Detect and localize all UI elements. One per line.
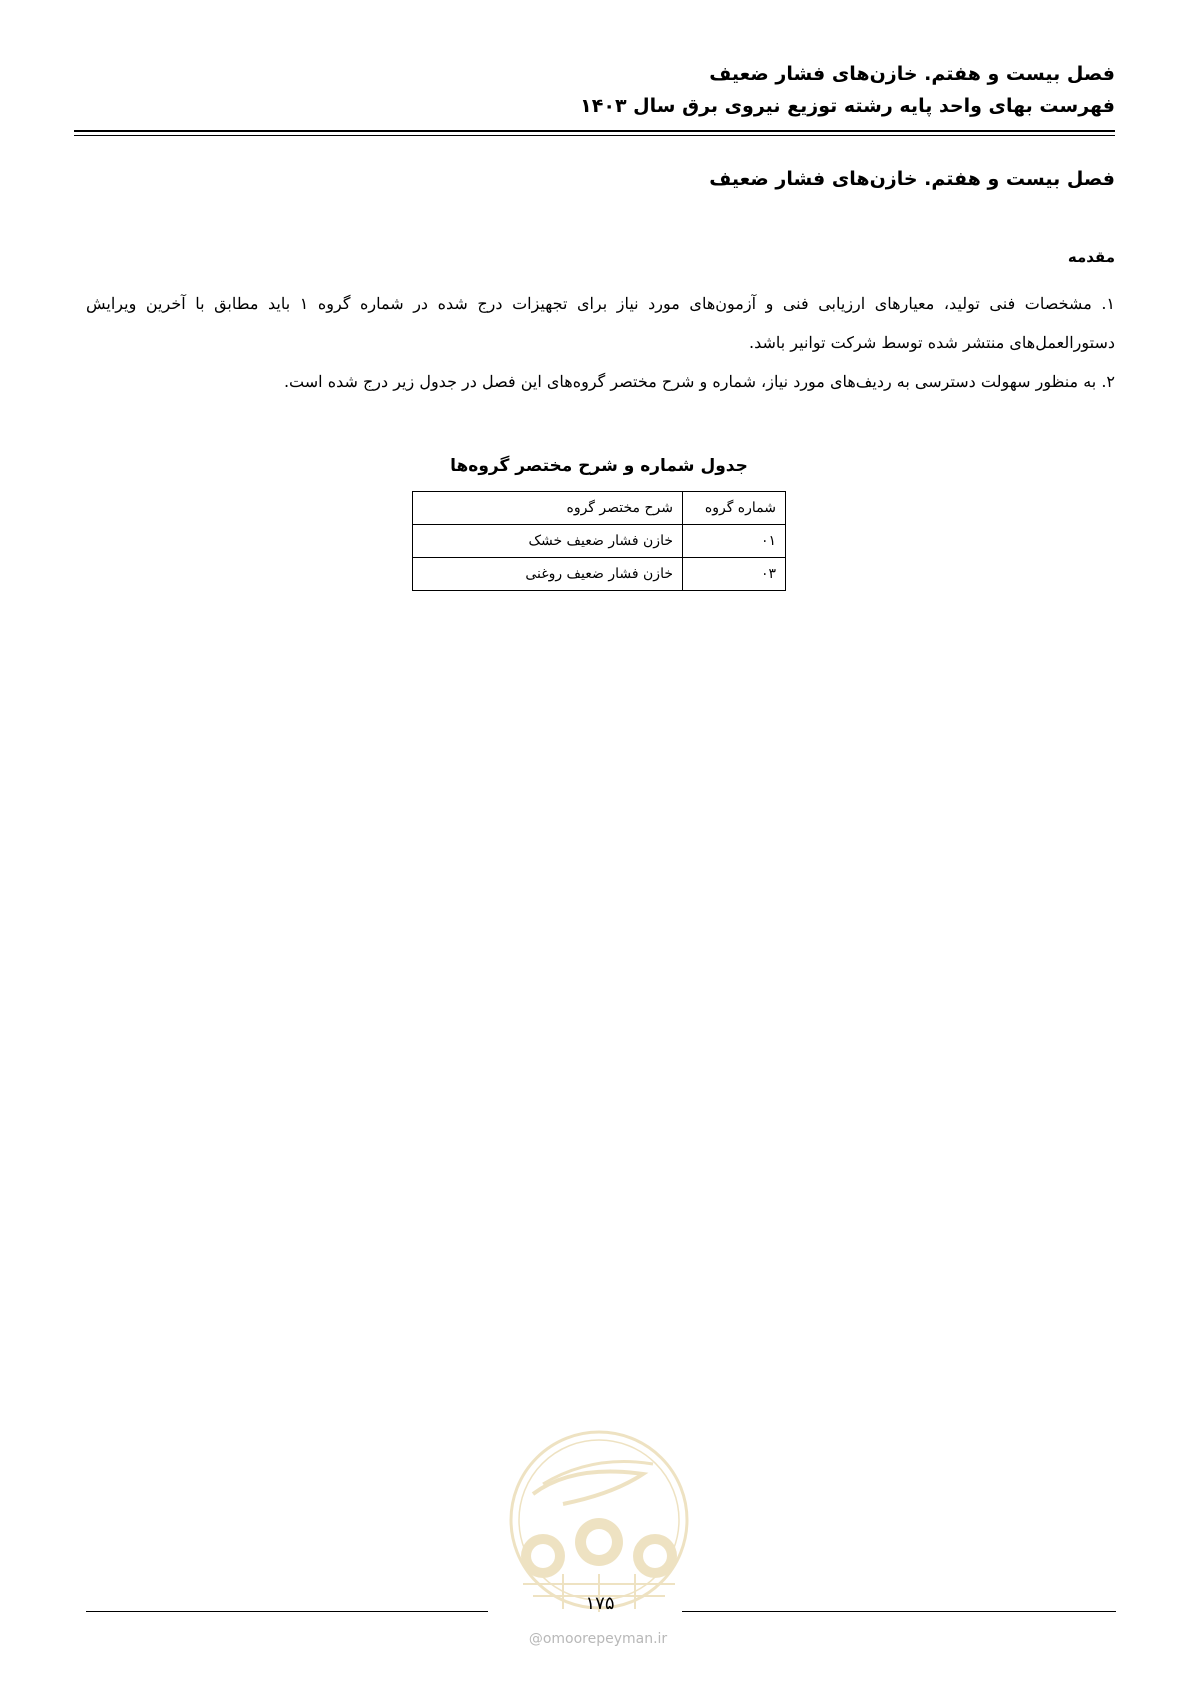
column-header-group-description: شرح مختصر گروه [413, 492, 683, 525]
header-divider [74, 130, 1115, 132]
table-row [413, 525, 786, 558]
intro-paragraph-2: ۲. به منظور سهولت دسترسی به ردیف‌های مورد نیاز، شماره و شرح مختصر گروه‌های این فصل در جدول زیر درج شده است. [283, 372, 1115, 391]
header-document-title: فهرست بهای واحد پایه رشته توزیع نیروی برق سال ۱۴۰۳ [580, 95, 1115, 117]
table-header-row [413, 492, 786, 525]
group-description-cell: خازن فشار ضعیف خشک [413, 525, 683, 558]
groups-table [412, 491, 786, 591]
intro-text [86, 284, 1115, 401]
page-header [74, 58, 1115, 122]
table-caption: جدول شماره و شرح مختصر گروه‌ها [450, 456, 748, 476]
group-number-cell: ۰۱ [683, 525, 786, 558]
page-number: ۱۷۵ [585, 1593, 615, 1614]
header-divider-secondary [74, 135, 1115, 136]
header-chapter-title: فصل بیست و هفتم. خازن‌های فشار ضعیف [709, 63, 1115, 85]
watermark-site-url: @omoorepeyman.ir [528, 1631, 668, 1647]
column-header-group-number: شماره گروه [683, 492, 786, 525]
footer-divider-left [86, 1611, 488, 1612]
chapter-title: فصل بیست و هفتم. خازن‌های فشار ضعیف [709, 168, 1115, 190]
intro-heading: مقدمه [1067, 248, 1115, 266]
group-number-cell: ۰۳ [683, 558, 786, 591]
footer-divider-right [682, 1611, 1116, 1612]
table-row [413, 558, 786, 591]
intro-paragraph-1: ۱. مشخصات فنی تولید، معیارهای ارزیابی فنی و آزمون‌های مورد نیاز برای تجهیزات درج شده در شماره گروه ۱ باید مطابق با آخرین ویرایش دستورالعمل‌های منتشر شده توسط شرکت توانیر باشد. [86, 294, 1116, 352]
group-description-cell: خازن فشار ضعیف روغنی [413, 558, 683, 591]
